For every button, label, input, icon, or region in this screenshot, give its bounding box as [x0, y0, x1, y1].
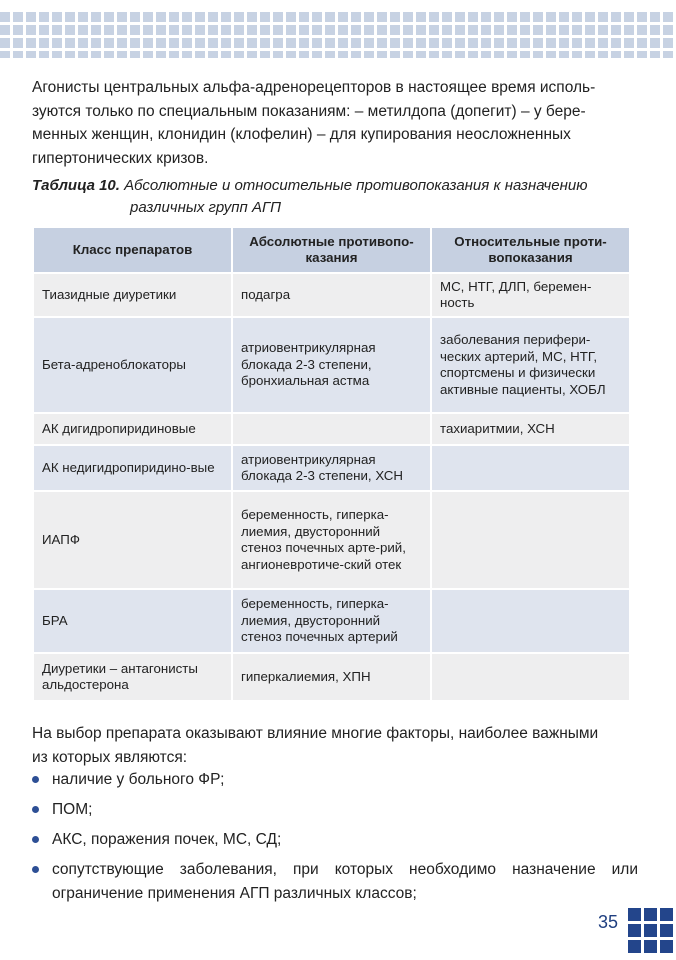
table-row [33, 653, 630, 701]
factors-paragraph: На выбор препарата оказывают влияние многие факторы, наиболее важными из которых являются: [32, 725, 599, 766]
bullet-dot [32, 776, 39, 783]
table-header-row [33, 227, 630, 273]
header-class: Класс препаратов [33, 227, 232, 273]
header-absolute: Абсолютные противопо-казания [232, 227, 431, 273]
list-item: АКС, поражения почек, МС, СД; [52, 831, 282, 848]
corner-decorative-grid [628, 908, 676, 960]
intro-paragraph: Агонисты центральных альфа-адренорецепторов в настоящее время исполь- зуются только по специальным показаниям: – метилдопа (допегит) – у бере- менных женщин, клонидин (клофелин) – для купирования неосложненных гипертонических кризов. [32, 79, 596, 167]
cell-absolute: атриовентрикулярная блокада 2-3 степени, бронхиальная астма [232, 317, 431, 413]
caption-label: Таблица 10. [32, 177, 120, 194]
cell-class: Тиазидные диуретики [33, 273, 232, 317]
bullet-dot [32, 836, 39, 843]
page-number: 35 [598, 912, 619, 932]
bullet-dot [32, 806, 39, 813]
bullet-dot [32, 866, 39, 873]
cell-class: ИАПФ [33, 491, 232, 589]
cell-class: Диуретики – антагонисты альдостерона [33, 653, 232, 701]
table-row [33, 589, 630, 653]
list-item: сопутствующие заболевания, при которых необходимо назначение или ограничение применения АГП различных классов; [52, 861, 638, 902]
caption-line2: различных групп АГП [130, 199, 281, 216]
cell-relative [431, 589, 630, 653]
table-row [33, 491, 630, 589]
table-row [33, 445, 630, 491]
cell-absolute: беременность, гиперка-лиемия, двусторонний стеноз почечных артерий [232, 589, 431, 653]
cell-class: АК дигидропиридиновые [33, 413, 232, 445]
cell-relative: тахиаритмии, ХСН [431, 413, 630, 445]
cell-class: АК недигидропиридино-вые [33, 445, 232, 491]
cell-class: БРА [33, 589, 232, 653]
cell-absolute: подагра [232, 273, 431, 317]
table-row [33, 413, 630, 445]
cell-relative: МС, НТГ, ДЛП, беремен-ность [431, 273, 630, 317]
cell-relative: заболевания перифери-ческих артерий, МС, НТГ, спортсмены и физически активные пациенты, ХОБЛ [431, 317, 630, 413]
header-relative: Относительные проти-вопоказания [431, 227, 630, 273]
table-caption [32, 175, 642, 219]
table-row [33, 317, 630, 413]
top-decorative-grid [0, 12, 676, 58]
cell-absolute [232, 413, 431, 445]
cell-relative [431, 491, 630, 589]
contraindications-table [32, 226, 631, 702]
list-item: ПОМ; [52, 801, 93, 818]
cell-relative [431, 445, 630, 491]
cell-absolute: беременность, гиперка-лиемия, двусторонний стеноз почечных арте-рий, ангионевротиче-ский отек [232, 491, 431, 589]
cell-absolute: гиперкалиемия, ХПН [232, 653, 431, 701]
cell-absolute: атриовентрикулярная блокада 2-3 степени, ХСН [232, 445, 431, 491]
caption-line1: Абсолютные и относительные противопоказания к назначению [119, 177, 588, 194]
table-row [33, 273, 630, 317]
list-item: наличие у больного ФР; [52, 771, 225, 788]
cell-class: Бета-адреноблокаторы [33, 317, 232, 413]
cell-relative [431, 653, 630, 701]
